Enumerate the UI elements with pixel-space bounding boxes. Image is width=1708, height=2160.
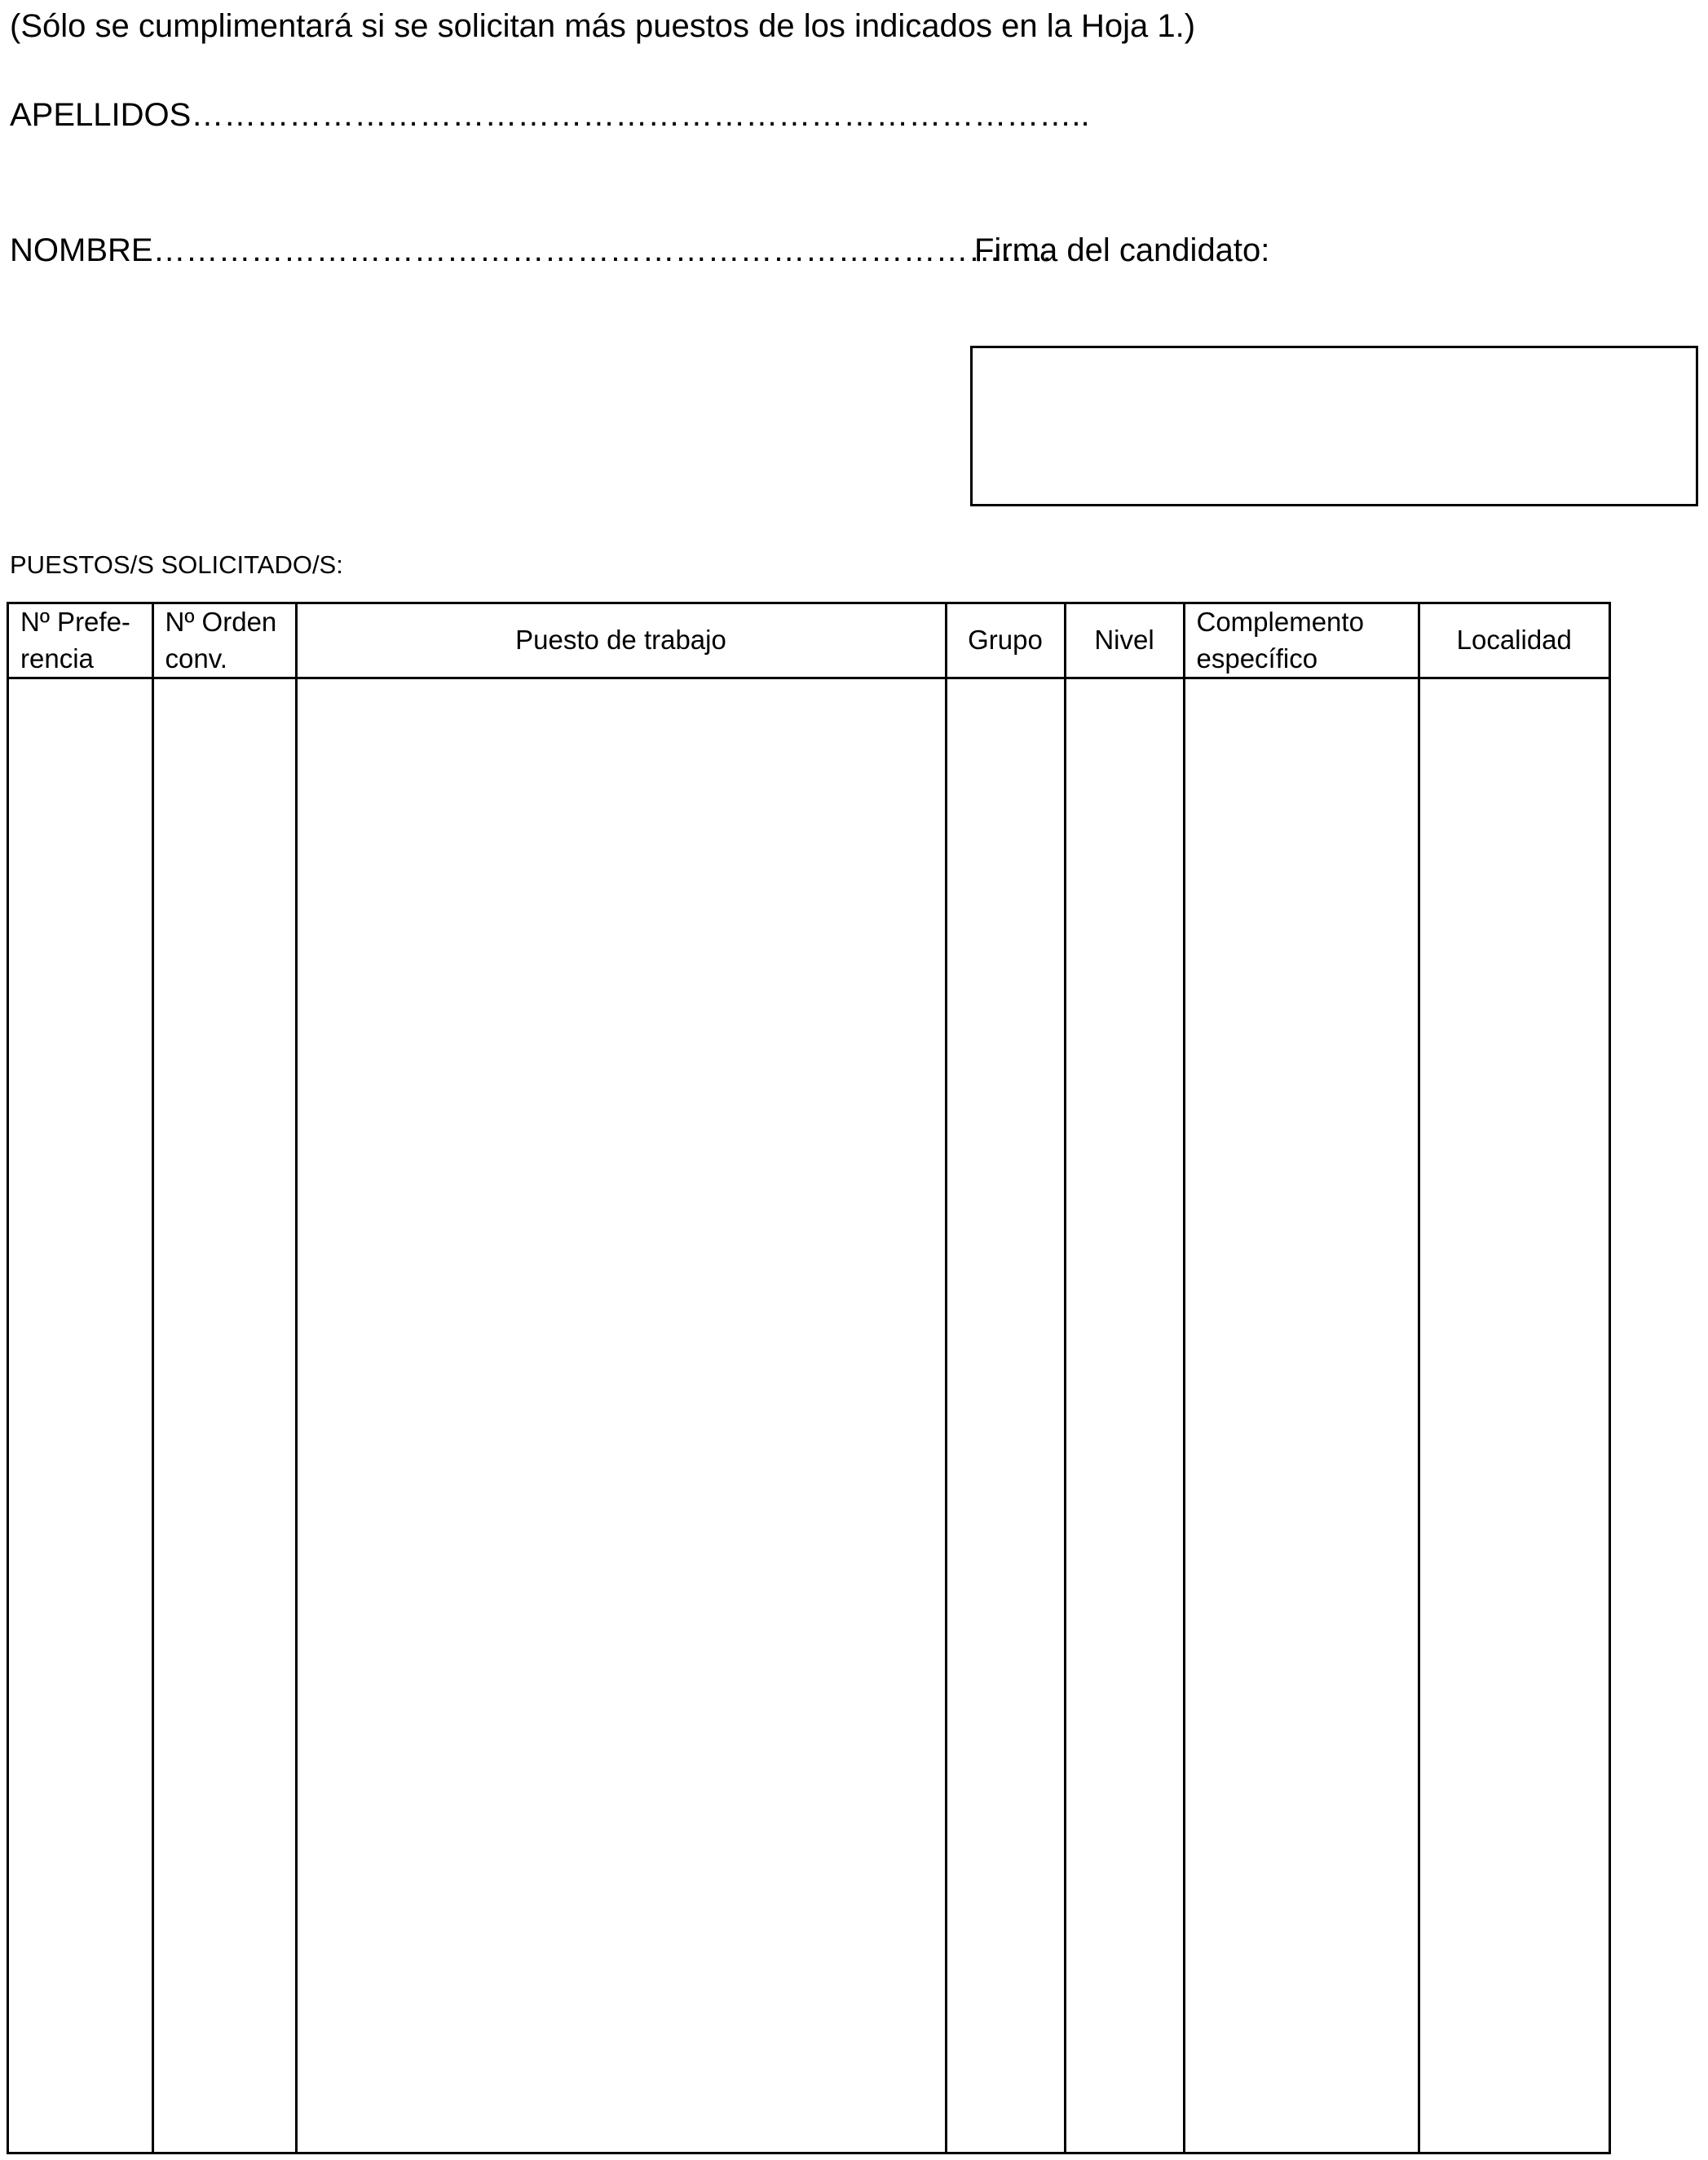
cell-localidad[interactable] — [1419, 678, 1609, 2152]
apellidos-field[interactable]: APELLIDOS……………………………………………………………………….. — [10, 97, 1090, 133]
column-header-line: conv. — [165, 643, 227, 674]
form-note: (Sólo se cumplimentará si se solicitan más puestos de los indicados en la Hoja 1.) — [10, 8, 1196, 44]
column-header-localidad — [1419, 604, 1609, 678]
column-header-line: rencia — [20, 643, 94, 674]
column-header-line: Nº Prefe- — [20, 607, 130, 637]
cell-orden[interactable] — [152, 678, 296, 2152]
column-header-line: Grupo — [968, 625, 1043, 656]
signature-box[interactable] — [970, 346, 1698, 506]
signature-label: Firma del candidato: — [974, 232, 1270, 268]
cell-preferencia[interactable] — [9, 678, 152, 2152]
cell-grupo[interactable] — [946, 678, 1065, 2152]
section-title: PUESTOS/S SOLICITADO/S: — [10, 550, 343, 579]
column-header-line: Puesto de trabajo — [515, 625, 726, 656]
cell-nivel[interactable] — [1065, 678, 1184, 2152]
column-header-line: Complemento — [1196, 607, 1364, 637]
column-header-line: Nº Orden — [165, 607, 277, 637]
positions-table — [7, 602, 1611, 2154]
table-row — [9, 678, 1609, 2152]
nombre-field[interactable]: NOMBRE……………………………………………………………………….. — [10, 232, 1052, 268]
column-header-preferencia — [9, 604, 152, 678]
cell-complemento[interactable] — [1184, 678, 1419, 2152]
column-header-orden — [152, 604, 296, 678]
cell-puesto[interactable] — [296, 678, 946, 2152]
column-header-line: Localidad — [1456, 625, 1572, 656]
column-header-line: Nivel — [1094, 625, 1154, 656]
column-header-nivel — [1065, 604, 1184, 678]
column-header-puesto — [296, 604, 946, 678]
column-header-line: específico — [1196, 643, 1318, 674]
column-header-grupo — [946, 604, 1065, 678]
table-header-row — [9, 604, 1609, 678]
column-header-complemento — [1184, 604, 1419, 678]
